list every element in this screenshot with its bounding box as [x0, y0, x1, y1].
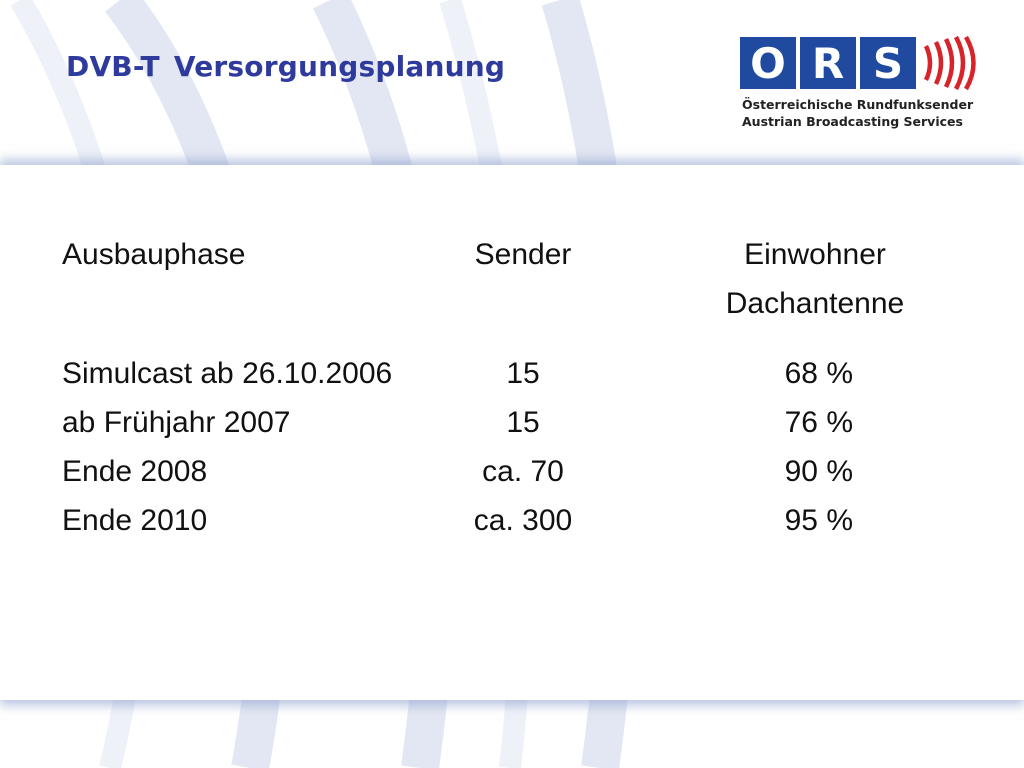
row-3-einwohner: 90 %	[784, 455, 853, 488]
logo-letter-o: O	[750, 39, 786, 88]
logo-subtitle-german: Österreichische Rundfunksender	[742, 97, 974, 112]
row-1-sender: 15	[506, 357, 540, 390]
ors-logo-mark	[740, 34, 990, 94]
title-part-2: Versorgungsplanung	[173, 50, 506, 83]
page-title	[66, 50, 505, 83]
ors-logo	[740, 34, 990, 134]
row-1-phase: Simulcast ab 26.10.2006	[62, 357, 393, 390]
logo-subtitle-english: Austrian Broadcasting Services	[742, 114, 963, 129]
row-3-phase: Ende 2008	[62, 455, 208, 488]
row-2-sender: 15	[506, 406, 540, 439]
title-part-1: DVB-T	[66, 50, 160, 83]
header-ausbauphase: Ausbauphase	[62, 238, 246, 271]
header-sender: Sender	[474, 238, 572, 271]
header-einwohner: Einwohner	[744, 238, 886, 271]
row-3-sender: ca. 70	[482, 455, 564, 488]
row-4-einwohner: 95 %	[784, 504, 853, 537]
header-dachantenne: Dachantenne	[725, 287, 905, 320]
row-2-einwohner: 76 %	[784, 406, 853, 439]
content-panel	[0, 165, 1024, 700]
row-4-phase: Ende 2010	[62, 504, 208, 537]
logo-letter-s: S	[872, 39, 904, 88]
logo-letter-r: R	[811, 39, 845, 88]
row-4-sender: ca. 300	[473, 504, 573, 537]
row-1-einwohner: 68 %	[784, 357, 853, 390]
broadcast-waves-icon	[926, 37, 974, 89]
row-2-phase: ab Frühjahr 2007	[62, 406, 291, 439]
